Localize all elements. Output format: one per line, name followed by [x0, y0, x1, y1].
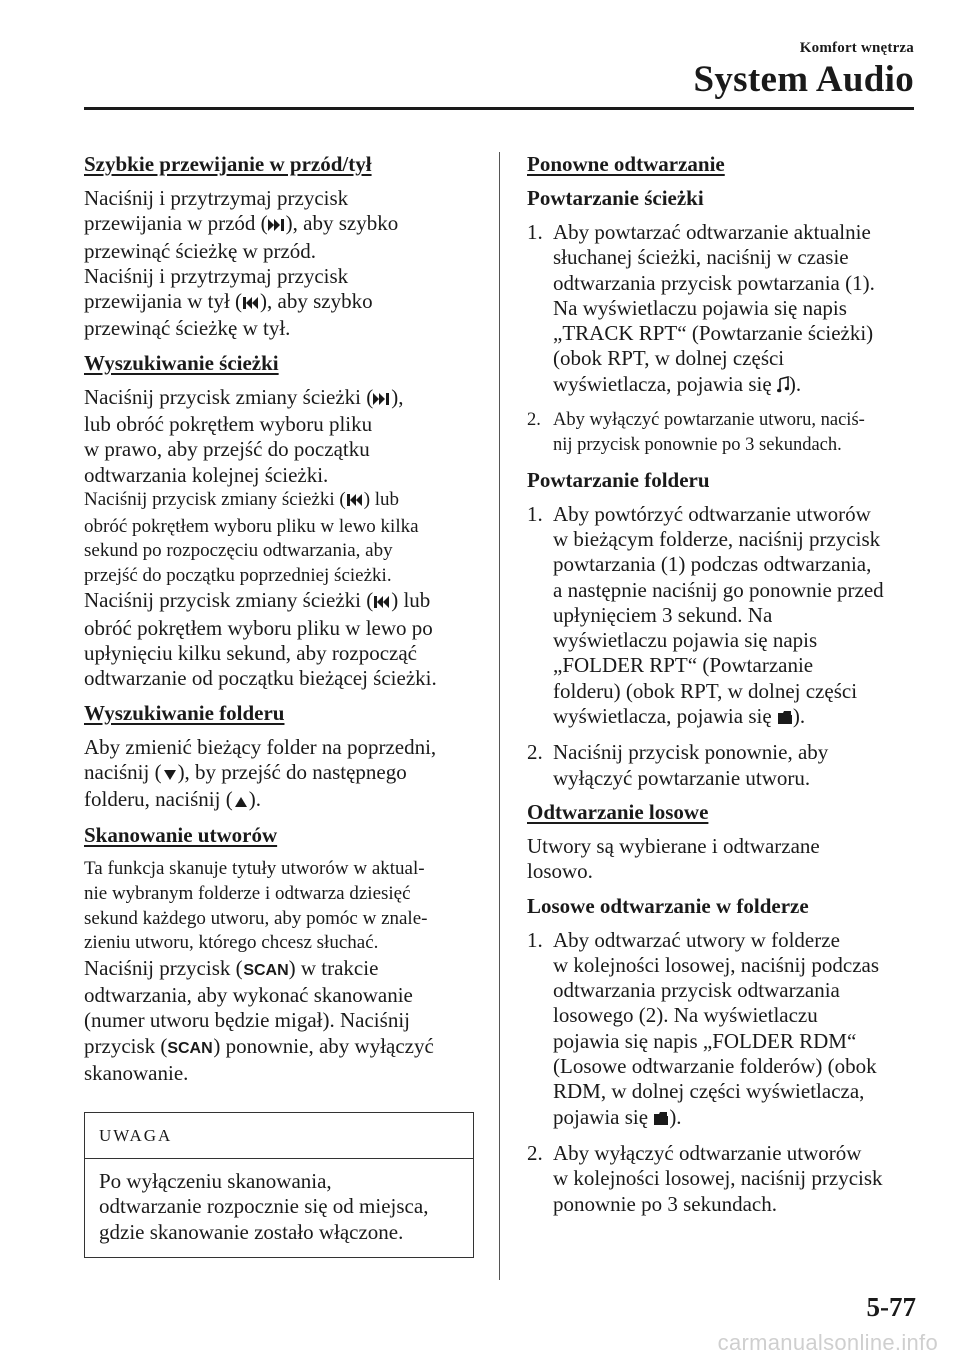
column-divider — [499, 152, 500, 1280]
music-note-icon — [777, 374, 789, 399]
previous-track-icon — [373, 590, 391, 615]
up-triangle-icon — [233, 789, 249, 814]
svg-text:SCAN: SCAN — [167, 1039, 214, 1055]
paragraph-scan-usage: Naciśnij przycisk ( SCAN ) w trakcie odtwarzania, aby wykonać skanowanie (numer utworu będzie migał). Naciśnij przycisk ( SCAN ) ponownie, aby wyłączyć skanowanie. — [84, 955, 434, 1085]
scan-button-icon — [167, 1036, 213, 1061]
note-body: Po wyłączeniu skanowania, odtwarzanie rozpocznie się od miejsca, gdzie skanowanie zostało włączone. — [99, 1168, 429, 1244]
folder-icon — [653, 1107, 669, 1132]
watermark: carmanualsonline.info — [717, 1330, 938, 1355]
list-item: 1. Aby powtórzyć odtwarzanie utworów w bieżącym folderze, naciśnij przycisk powtarzania (1) podczas odtwarzania, a następnie naciśnij go ponownie przed upłynięciem 3 sekund. Na wyświetlaczu pojawia się napis „FOLDER RPT“ (Powtarzanie folderu) (obok RPT, w dolnej części wyświetlacza, pojawia się ). — [527, 502, 922, 732]
paragraph-track-restart: Naciśnij przycisk zmiany ścieżki ( ) lub obróć pokrętłem wyboru pliku w lewo po upłynięciu kilku sekund, aby rozpocząć odtwarzanie od początku bieżącej ścieżki. — [84, 588, 437, 691]
previous-track-icon — [346, 490, 364, 515]
heading-random-playback: Odtwarzanie losowe — [527, 799, 709, 824]
heading-folder-random: Losowe odtwarzanie w folderze — [527, 893, 809, 918]
paragraph-random: Utwory są wybierane i odtwarzane losowo. — [527, 833, 820, 884]
heading-track-search: Wyszukiwanie ścieżki — [84, 350, 279, 375]
next-track-icon — [268, 213, 286, 238]
svg-text:SCAN: SCAN — [242, 961, 289, 977]
note-title: UWAGA — [85, 1113, 473, 1158]
header-rule — [84, 107, 914, 110]
heading-repeat-playback: Ponowne odtwarzanie — [527, 152, 725, 176]
heading-fast-forward: Szybkie przewijanie w przód/tył — [84, 152, 372, 176]
previous-track-icon — [242, 291, 260, 316]
left-column — [84, 152, 474, 1258]
list-item: 2. Naciśnij przycisk ponownie, aby wyłączyć powtarzanie utworu. — [527, 740, 829, 790]
list-item: 1. Aby powtarzać odtwarzanie aktualnie słuchanej ścieżki, naciśnij w czasie odtwarzania przycisk powtarzania (1). Na wyświetlaczu pojawia się napis „TRACK RPT“ (Powtarzanie ścieżki) (obok RPT, w dolnej części wyświetlacza, pojawia się ). — [527, 220, 922, 399]
heading-folder-search: Wyszukiwanie folderu — [84, 700, 285, 725]
header-section: Komfort wnętrza — [799, 40, 914, 56]
list-item: 1. Aby odtwarzać utwory w folderze w kolejności losowej, naciśnij podczas odtwarzania przycisk odtwarzania losowego (2). Na wyświetlaczu pojawia się napis „FOLDER RDM“ (Losowe odtwarzanie folderów) (obok RDM, w dolnej części wyświetlacza, pojawia się ). — [527, 928, 922, 1132]
list-item: 2. Aby wyłączyć powtarzanie utworu, naciś- nij przycisk ponownie po 3 sekundach. — [527, 410, 865, 456]
right-column — [527, 152, 922, 1226]
paragraph-track-next: Naciśnij przycisk zmiany ścieżki ( ), lub obróć pokrętłem wyboru pliku w prawo, aby przejść do początku odtwarzania kolejnej ścieżki. — [84, 384, 404, 487]
paragraph-folder-search: Aby zmienić bieżący folder na poprzedni, naciśnij ( ), by przejść do następnego folderu, naciśnij ( ). — [84, 735, 474, 815]
heading-track-repeat: Powtarzanie ścieżki — [527, 186, 704, 210]
note-box — [84, 1112, 474, 1258]
folder-icon — [777, 706, 793, 731]
paragraph-fast-forward: Naciśnij i przytrzymaj przycisk przewijania w przód ( ), aby szybko przewinąć ścieżkę w przód. Naciśnij i przytrzymaj przycisk przewijania w tył ( ), aby szybko przewinąć ścieżkę w tył. — [84, 186, 399, 341]
scan-button-icon — [243, 958, 289, 983]
paragraph-track-previous: Naciśnij przycisk zmiany ścieżki ( ) lub obróć pokrętłem wyboru pliku w lewo kilka sekund po rozpoczęciu odtwarzania, aby przejść do początku poprzedniej ścieżki. — [84, 488, 419, 586]
list-item: 2. Aby wyłączyć odtwarzanie utworów w kolejności losowej, naciśnij przycisk ponownie po 3 sekundach. — [527, 1140, 883, 1216]
heading-scan: Skanowanie utworów — [84, 823, 278, 848]
paragraph-scan-description: Ta funkcja skanuje tytuły utworów w aktual- nie wybranym folderze i odtwarza dziesięć sekund każdego utworu, aby pomóc w znale- zieniu utworu, którego chcesz słuchać. — [84, 858, 428, 954]
page-title: System Audio — [693, 59, 914, 100]
page-number: 5-77 — [866, 1292, 916, 1322]
heading-folder-repeat: Powtarzanie folderu — [527, 467, 710, 492]
next-track-icon — [373, 387, 391, 412]
down-triangle-icon — [162, 762, 178, 787]
